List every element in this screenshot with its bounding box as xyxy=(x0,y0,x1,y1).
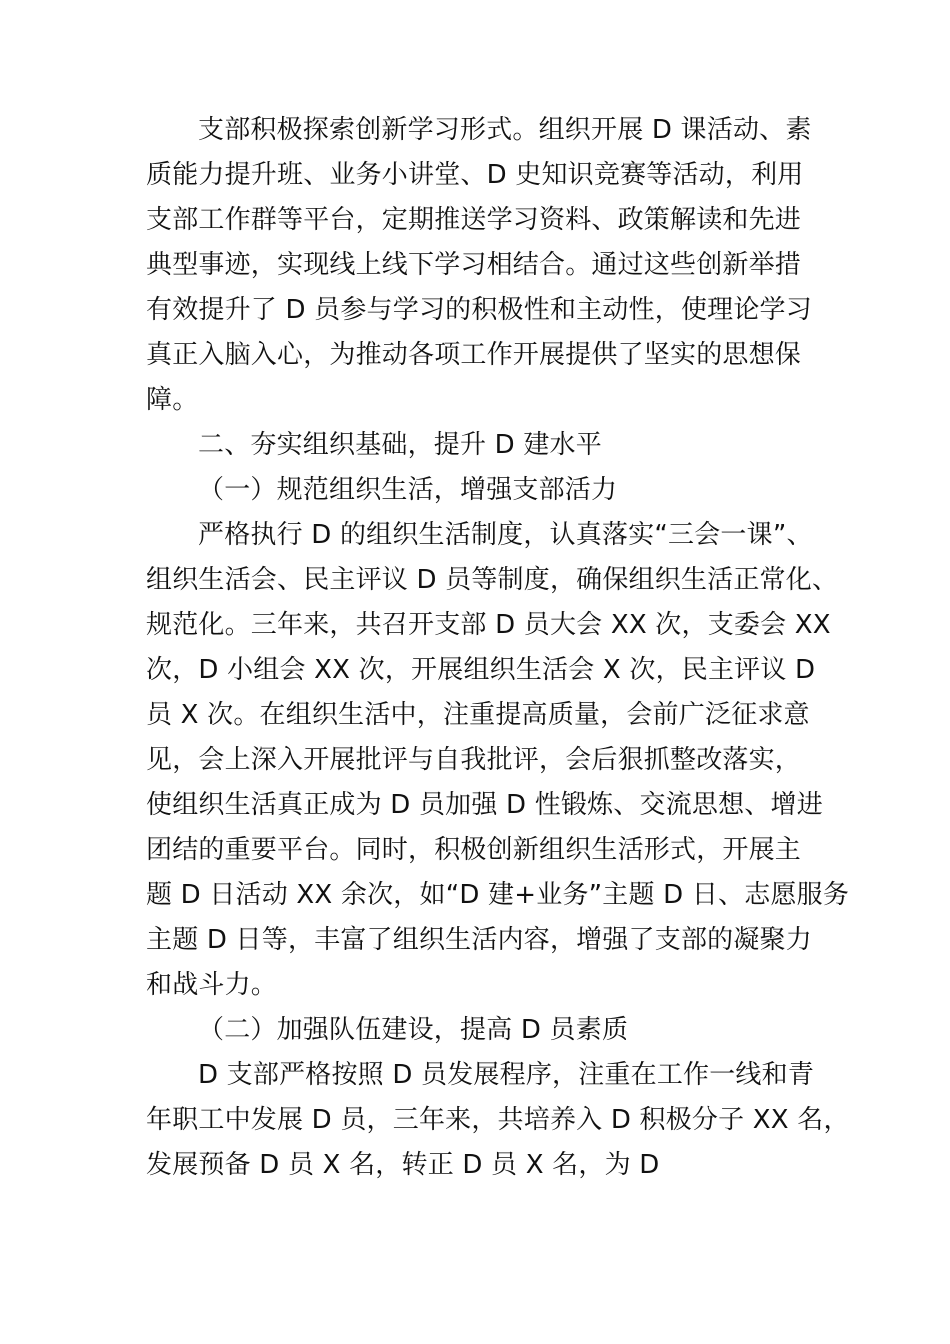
paragraph-line: 真正入脑入心，为推动各项工作开展提供了坚实的思想保 xyxy=(146,340,802,370)
paragraph-line: 规范化。三年来，共召开支部 D 员大会 XX 次，支委会 XX xyxy=(146,610,831,640)
subsection-heading: （一）规范组织生活，增强支部活力 xyxy=(198,475,618,505)
paragraph-line: 见，会上深入开展批评与自我批评，会后狠抓整改落实， xyxy=(146,745,802,775)
paragraph-line: 障。 xyxy=(146,385,199,415)
paragraph-line: 严格执行 D 的组织生活制度，认真落实“三会一课”、 xyxy=(198,520,813,550)
paragraph-line: 主题 D 日等，丰富了组织生活内容，增强了支部的凝聚力 xyxy=(146,925,812,955)
section-heading: 二、夯实组织基础，提升 D 建水平 xyxy=(198,430,602,460)
paragraph-line: 次，D 小组会 XX 次，开展组织生活会 X 次，民主评议 D xyxy=(146,655,816,685)
paragraph-line: 年职工中发展 D 员，三年来，共培养入 D 积极分子 XX 名， xyxy=(146,1105,850,1135)
paragraph-line: D 支部严格按照 D 员发展程序，注重在工作一线和青 xyxy=(198,1060,815,1090)
paragraph-line: 员 X 次。在组织生活中，注重提高质量，会前广泛征求意 xyxy=(146,700,810,730)
subsection-heading: （二）加强队伍建设，提高 D 员素质 xyxy=(198,1015,629,1045)
paragraph-line: 题 D 日活动 XX 余次，如“D 建+业务”主题 D 日、志愿服务 xyxy=(146,880,850,910)
paragraph-line: 团结的重要平台。同时，积极创新组织生活形式，开展主 xyxy=(146,835,802,865)
paragraph-line: 使组织生活真正成为 D 员加强 D 性锻炼、交流思想、增进 xyxy=(146,790,823,820)
paragraph-line: 和战斗力。 xyxy=(146,970,278,1000)
paragraph-line: 支部工作群等平台，定期推送学习资料、政策解读和先进 xyxy=(146,205,802,235)
paragraph-line: 组织生活会、民主评议 D 员等制度，确保组织生活正常化、 xyxy=(146,565,839,595)
paragraph-line: 支部积极探索创新学习形式。组织开展 D 课活动、素 xyxy=(198,115,812,145)
paragraph-line: 典型事迹，实现线上线下学习相结合。通过这些创新举措 xyxy=(146,250,802,280)
paragraph-line: 质能力提升班、业务小讲堂、D 史知识竞赛等活动，利用 xyxy=(146,160,804,190)
paragraph-line: 发展预备 D 员 X 名，转正 D 员 X 名，为 D xyxy=(146,1150,660,1180)
paragraph-line: 有效提升了 D 员参与学习的积极性和主动性，使理论学习 xyxy=(146,295,812,325)
